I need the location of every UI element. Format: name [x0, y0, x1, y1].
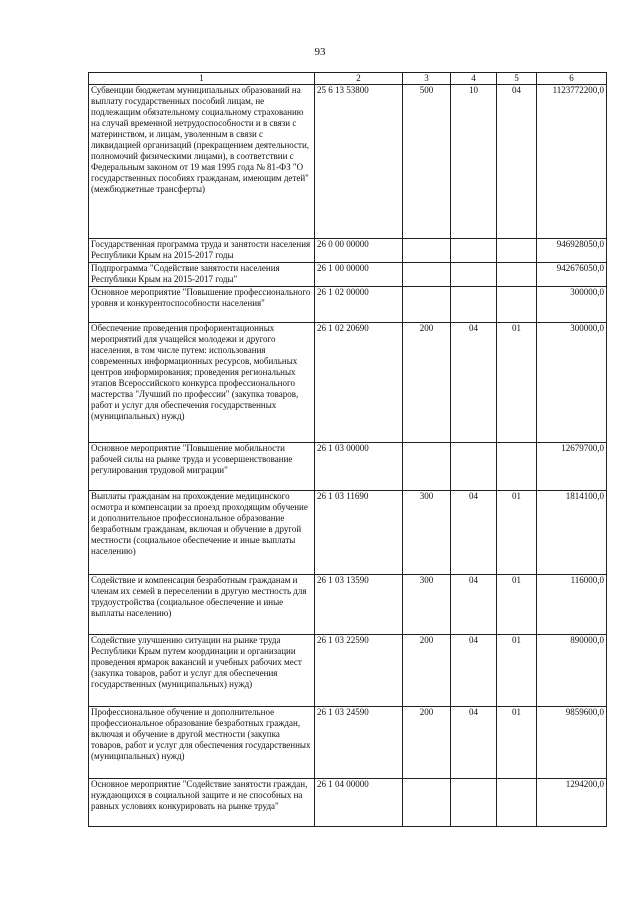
row-type-cell: 200 [403, 635, 451, 707]
row-name-cell: Содействие и компенсация безработным гражданам и членам их семей в переселении в другую местность для трудоустройства (социальное обеспечение и иные выплаты населению) [89, 575, 315, 635]
table-row [89, 575, 607, 635]
row-section-cell [451, 287, 497, 323]
row-code-cell: 26 1 03 22590 [315, 635, 403, 707]
table-row [89, 85, 607, 239]
header-row [89, 73, 607, 85]
row-section-cell: 10 [451, 85, 497, 239]
row-subsection-cell [497, 239, 537, 263]
row-subsection-cell [497, 443, 537, 491]
row-section-cell: 04 [451, 575, 497, 635]
row-amount-cell: 12679700,0 [537, 443, 607, 491]
row-amount-cell: 1294200,0 [537, 779, 607, 827]
row-code-cell: 26 1 04 00000 [315, 779, 403, 827]
page-number: 93 [314, 46, 326, 58]
row-name-cell: Основное мероприятие "Повышение профессионального уровня и конкурентоспособности населения" [89, 287, 315, 323]
header-cell: 3 [403, 73, 451, 85]
row-section-cell: 04 [451, 635, 497, 707]
row-name-cell: Обеспечение проведения профориентационных мероприятий для учащейся молодежи и другого населения, в том числе путем: использования современных информационных ресурсов, мобильных центров информирования; проведения региональных этапов Всероссийского конкурса профессионального мастерства "Лучший по профессии" (закупка товаров, работ и услуг для обеспечения государственных (муниципальных) нужд) [89, 323, 315, 443]
row-amount-cell: 890000,0 [537, 635, 607, 707]
row-name-cell: Подпрограмма "Содействие занятости населения Республики Крым на 2015-2017 годы" [89, 263, 315, 287]
row-amount-cell: 1123772200,0 [537, 85, 607, 239]
row-code-cell: 26 1 03 11690 [315, 491, 403, 575]
row-subsection-cell: 04 [497, 85, 537, 239]
row-amount-cell: 116000,0 [537, 575, 607, 635]
row-subsection-cell: 01 [497, 635, 537, 707]
row-subsection-cell: 01 [497, 707, 537, 779]
row-section-cell [451, 239, 497, 263]
row-code-cell: 26 1 02 00000 [315, 287, 403, 323]
row-code-cell: 26 1 03 24590 [315, 707, 403, 779]
row-type-cell: 200 [403, 323, 451, 443]
row-name-cell: Основное мероприятие "Содействие занятости граждан, нуждающихся в социальной защите и не способных на равных условиях конкурировать на рынке труда" [89, 779, 315, 827]
row-subsection-cell [497, 779, 537, 827]
row-section-cell [451, 263, 497, 287]
row-code-cell: 26 1 00 00000 [315, 263, 403, 287]
row-type-cell [403, 287, 451, 323]
header-cell: 4 [451, 73, 497, 85]
row-code-cell: 25 6 13 53800 [315, 85, 403, 239]
row-amount-cell: 300000,0 [537, 323, 607, 443]
row-type-cell: 500 [403, 85, 451, 239]
row-code-cell: 26 1 02 20690 [315, 323, 403, 443]
table-row [89, 323, 607, 443]
row-type-cell [403, 239, 451, 263]
row-amount-cell: 1814100,0 [537, 491, 607, 575]
row-section-cell: 04 [451, 323, 497, 443]
row-name-cell: Выплаты гражданам на прохождение медицинского осмотра и компенсации за проезд проходящим обучение и дополнительное профессиональное образование безработным гражданам, включая и обучение в другой местности (социальное обеспечение и иные выплаты населению) [89, 491, 315, 575]
table-body [89, 85, 607, 827]
table-row [89, 635, 607, 707]
row-type-cell [403, 263, 451, 287]
row-amount-cell: 942676050,0 [537, 263, 607, 287]
table-row [89, 287, 607, 323]
row-section-cell: 04 [451, 491, 497, 575]
row-type-cell: 200 [403, 707, 451, 779]
table-row [89, 239, 607, 263]
table-row [89, 779, 607, 827]
header-cell: 6 [537, 73, 607, 85]
table-row [89, 707, 607, 779]
row-subsection-cell: 01 [497, 491, 537, 575]
table-row [89, 263, 607, 287]
row-code-cell: 26 1 03 13590 [315, 575, 403, 635]
row-section-cell [451, 443, 497, 491]
header-cell: 2 [315, 73, 403, 85]
row-name-cell: Содействие улучшению ситуации на рынке труда Республики Крым путем координации и организации проведения ярмарок вакансий и учебных рабочих мест (закупка товаров, работ и услуг для обеспечения государственных (муниципальных) нужд) [89, 635, 315, 707]
row-section-cell: 04 [451, 707, 497, 779]
row-amount-cell: 9859600,0 [537, 707, 607, 779]
row-name-cell: Государственная программа труда и занятости населения Республики Крым на 2015-2017 годы [89, 239, 315, 263]
header-cell: 5 [497, 73, 537, 85]
row-amount-cell: 946928050,0 [537, 239, 607, 263]
row-subsection-cell [497, 263, 537, 287]
row-type-cell [403, 443, 451, 491]
row-type-cell: 300 [403, 491, 451, 575]
row-subsection-cell: 01 [497, 323, 537, 443]
row-section-cell [451, 779, 497, 827]
table-row [89, 443, 607, 491]
row-type-cell: 300 [403, 575, 451, 635]
row-name-cell: Профессиональное обучение и дополнительное профессиональное образование безработных граждан, включая и обучение в другой местности (закупка товаров, работ и услуг для обеспечения государственных (муниципальных) нужд) [89, 707, 315, 779]
row-name-cell: Основное мероприятие "Повышение мобильности рабочей силы на рынке труда и усовершенствование регулирования трудовой миграции" [89, 443, 315, 491]
header-cell: 1 [89, 73, 315, 85]
row-subsection-cell: 01 [497, 575, 537, 635]
table-row [89, 491, 607, 575]
budget-table [88, 72, 607, 827]
row-code-cell: 26 0 00 00000 [315, 239, 403, 263]
row-amount-cell: 300000,0 [537, 287, 607, 323]
row-subsection-cell [497, 287, 537, 323]
row-name-cell: Субвенции бюджетам муниципальных образований на выплату государственных пособий лицам, не подлежащим обязательному социальному страхованию на случай временной нетрудоспособности и в связи с материнством, и лицам, уволенным в связи с ликвидацией организаций (прекращением деятельности, полномочий физическими лицами), в соответствии с Федеральным законом от 19 мая 1995 года № 81-ФЗ "О государственных пособиях гражданам, имеющим детей" (межбюджетные трансферты) [89, 85, 315, 239]
row-code-cell: 26 1 03 00000 [315, 443, 403, 491]
row-type-cell [403, 779, 451, 827]
